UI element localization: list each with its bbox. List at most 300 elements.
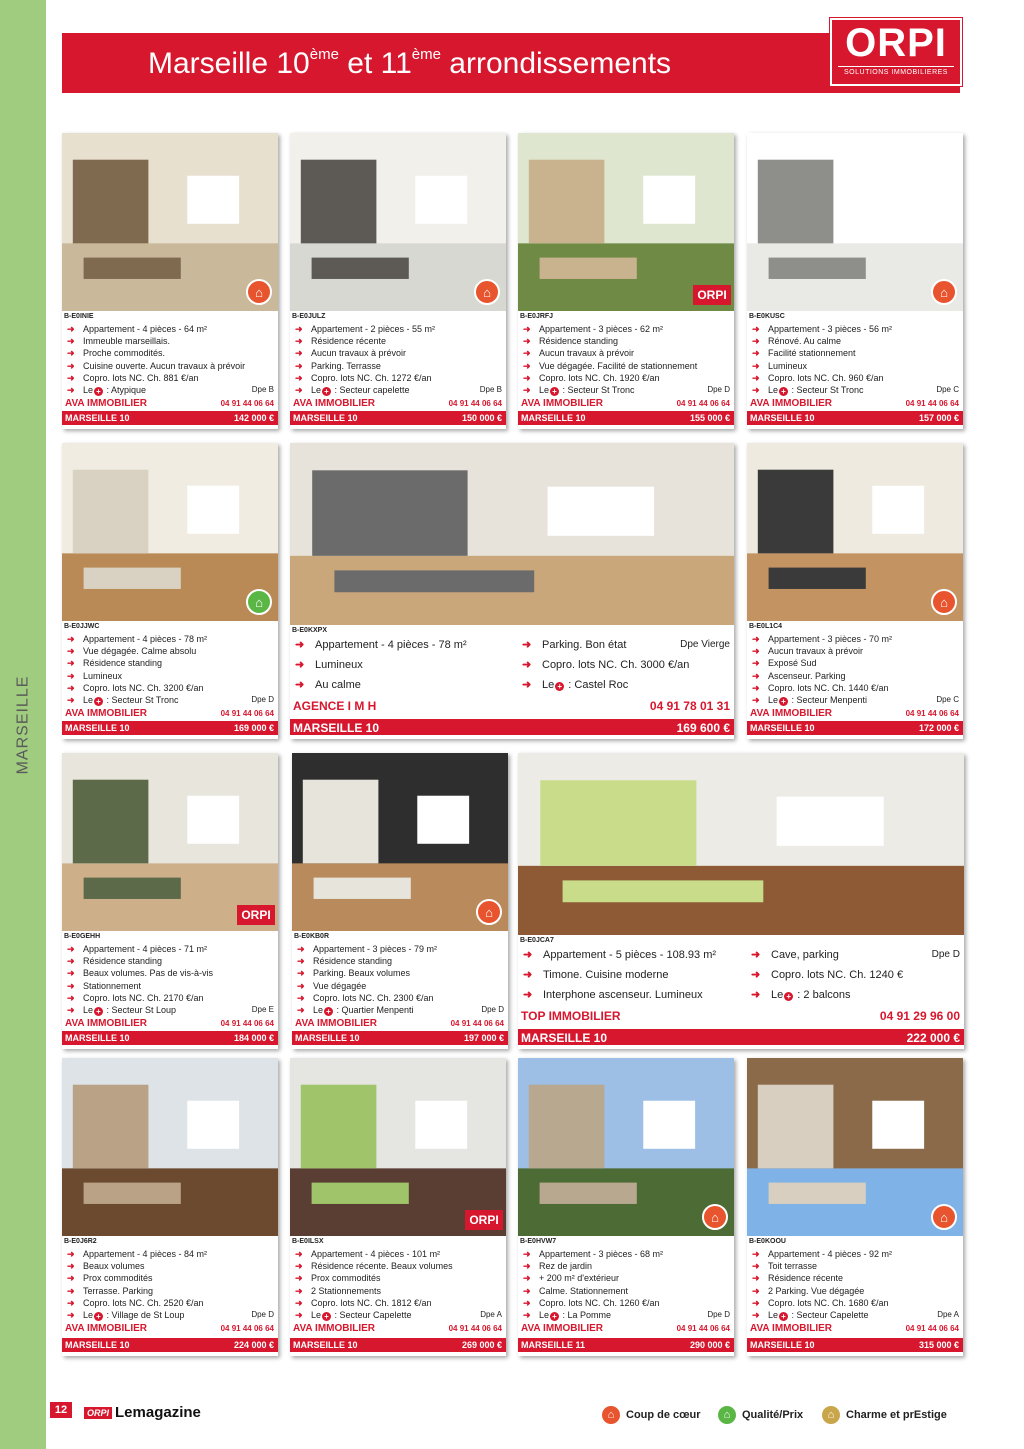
feature-line: ➜ Appartement - 3 pièces - 79 m²: [297, 944, 438, 954]
feature-line: ➜ 2 Stationnements: [295, 1285, 382, 1296]
le-plus-line: ➜ Le + : Castel Roc: [520, 675, 689, 695]
agency-name[interactable]: AVA IMMOBILIER: [65, 1018, 148, 1030]
property-photo: [290, 133, 506, 311]
arrow-icon: ➜: [752, 1249, 760, 1259]
arrow-icon: ➜: [523, 1273, 531, 1284]
feature-line: ➜ Copro. lots NC. Ch. 1440 €/an: [752, 682, 889, 693]
orpi-logo: ORPI SOLUTIONS IMMOBILIERES: [830, 18, 962, 86]
agency-phone[interactable]: 04 91 44 06 64: [220, 709, 274, 719]
legend-coup-de-coeur: ⌂ Coup de cœur: [600, 1404, 701, 1426]
listing-ref: B-E0JJWC: [64, 623, 100, 630]
arrow-icon: ➜: [295, 1285, 303, 1296]
arrow-icon: ➜: [295, 1273, 303, 1284]
listing-ref: B-E0GEHH: [64, 933, 101, 940]
feature-list: [521, 1248, 663, 1321]
feature-line: ➜ Proche commodités.: [67, 348, 166, 359]
arrow-icon: ➜: [752, 1273, 760, 1284]
feature-line: ➜ Toit terrasse: [752, 1261, 818, 1272]
plus-icon: +: [322, 1312, 331, 1321]
arrow-icon: ➜: [67, 372, 75, 383]
feature-line: ➜ Beaux volumes. Pas de vis-à-vis: [67, 968, 214, 979]
feature-line: ➜ Appartement - 5 pièces - 108.93 m²: [521, 945, 716, 965]
arrow-icon: ➜: [67, 336, 75, 347]
feature-line: ➜ Appartement - 3 pièces - 62 m²: [523, 324, 664, 334]
feature-line: ➜ Copro. lots NC. Ch. 3200 €/an: [67, 682, 204, 693]
price-label: 224 000 €: [233, 1340, 274, 1350]
arrow-icon: ➜: [67, 980, 75, 991]
dpe-rating: Dpe C: [936, 385, 959, 394]
feature-list: [521, 323, 697, 396]
arrow-icon: ➜: [752, 1297, 760, 1308]
le-plus-line: ➜ Le + : Secteur Capelette: [295, 1310, 412, 1322]
arrow-icon: ➜: [67, 634, 75, 644]
feature-line: ➜ Copro. lots NC. Ch. 3000 €/an: [520, 655, 689, 675]
arrow-icon: ➜: [295, 679, 305, 691]
arrow-icon: ➜: [67, 992, 75, 1003]
agency-phone[interactable]: 04 91 44 06 64: [220, 1324, 274, 1334]
feature-line: ➜ Appartement - 4 pièces - 101 m²: [295, 1249, 441, 1259]
city-label: MARSEILLE 10: [65, 723, 130, 733]
quality-house-icon: ⌂: [246, 589, 272, 615]
price-label: 290 000 €: [689, 1340, 730, 1350]
listing-card[interactable]: [290, 133, 506, 429]
feature-line: ➜ Copro. lots NC. Ch. 1240 €: [749, 965, 903, 985]
price-label: 222 000 €: [906, 1031, 960, 1045]
arrow-icon: ➜: [297, 1005, 305, 1016]
agency-name[interactable]: AVA IMMOBILIER: [750, 708, 833, 720]
feature-line: ➜ Résidence récente. Beaux volumes: [295, 1261, 453, 1272]
plus-icon: +: [784, 992, 793, 1001]
arrow-icon: ➜: [67, 1249, 75, 1259]
price-bar: [290, 1338, 506, 1352]
feature-line: ➜ Cave, parking: [749, 945, 903, 965]
arrow-icon: ➜: [523, 324, 531, 334]
dpe-rating: Dpe C: [936, 695, 959, 704]
city-label: MARSEILLE 11: [521, 1340, 586, 1350]
arrow-icon: ➜: [523, 336, 531, 347]
feature-line: ➜ Beaux volumes: [67, 1261, 145, 1272]
listing-card[interactable]: [518, 133, 734, 429]
listing-card[interactable]: [62, 1058, 278, 1356]
feature-line: ➜ Parking. Bon état: [520, 635, 689, 655]
arrow-icon: ➜: [67, 1285, 75, 1296]
feature-line: ➜ Résidence standing: [297, 956, 393, 967]
feature-line: ➜ Vue dégagée: [297, 980, 367, 991]
listing-photo[interactable]: [518, 753, 964, 935]
arrow-icon: ➜: [752, 385, 760, 396]
city-label: MARSEILLE 10: [293, 721, 380, 735]
feature-line: ➜ Exposé Sud: [752, 658, 817, 669]
orpi-watermark-icon: ORPI: [237, 905, 275, 925]
heart-house-icon: ⌂: [931, 279, 957, 305]
feature-line: ➜ Copro. lots NC. Ch. 960 €/an: [752, 372, 884, 383]
feature-list: [295, 943, 437, 1016]
le-plus-line: ➜ Le + : Village de St Loup: [67, 1310, 185, 1322]
feature-list: [293, 1248, 453, 1321]
arrow-icon: ➜: [67, 968, 75, 979]
price-label: 184 000 €: [233, 1033, 274, 1043]
listing-card[interactable]: [62, 443, 278, 739]
feature-line: ➜ Résidence standing: [67, 658, 163, 669]
arrow-icon: ➜: [523, 1285, 531, 1296]
price-label: 197 000 €: [463, 1033, 504, 1043]
arrow-icon: ➜: [295, 324, 303, 334]
property-photo: [292, 753, 508, 931]
arrow-icon: ➜: [523, 372, 531, 383]
city-label: MARSEILLE 10: [521, 1031, 608, 1045]
listing-ref: B-E0J6R2: [64, 1238, 97, 1245]
agency-phone[interactable]: 04 91 44 06 64: [448, 399, 502, 409]
price-label: 157 000 €: [918, 413, 959, 423]
feature-list-right: [749, 945, 903, 1005]
price-bar: [62, 1031, 278, 1045]
listing-card[interactable]: [747, 1058, 963, 1356]
plus-icon: +: [322, 387, 331, 396]
arrow-icon: ➜: [752, 682, 760, 693]
feature-line: ➜ Aucun travaux à prévoir: [752, 646, 864, 657]
le-plus-line: ➜ Le + : Secteur St Tronc: [752, 385, 864, 397]
price-label: 172 000 €: [918, 723, 959, 733]
arrow-icon: ➜: [752, 1261, 760, 1272]
price-label: 169 600 €: [676, 721, 730, 735]
listing-card[interactable]: [747, 133, 963, 429]
agency-phone[interactable]: 04 91 44 06 64: [905, 399, 959, 409]
arrow-icon: ➜: [752, 658, 760, 669]
plus-icon: +: [94, 1007, 103, 1016]
agency-name[interactable]: AVA IMMOBILIER: [65, 708, 148, 720]
arrow-icon: ➜: [523, 1310, 531, 1321]
arrow-icon: ➜: [523, 385, 531, 396]
listing-photo[interactable]: [292, 753, 508, 931]
agency-name[interactable]: AGENCE I M H: [293, 699, 377, 713]
feature-line: ➜ Vue dégagée. Calme absolu: [67, 646, 197, 657]
section-label: MARSEILLE: [14, 675, 31, 775]
arrow-icon: ➜: [295, 659, 305, 671]
arrow-icon: ➜: [751, 989, 761, 1001]
arrow-icon: ➜: [297, 992, 305, 1003]
arrow-icon: ➜: [67, 682, 75, 693]
heart-house-icon: ⌂: [476, 899, 502, 925]
plus-icon: +: [779, 387, 788, 396]
price-label: 142 000 €: [233, 413, 274, 423]
le-plus-line: ➜ Le + : Atypique: [67, 385, 147, 397]
listing-ref: B-E0KUSC: [749, 313, 785, 320]
arrow-icon: ➜: [67, 1273, 75, 1284]
feature-line: ➜ Appartement - 4 pièces - 92 m²: [752, 1249, 893, 1259]
arrow-icon: ➜: [752, 646, 760, 657]
feature-list-left: [521, 945, 716, 1005]
listing-card[interactable]: [62, 133, 278, 429]
plus-icon: +: [779, 1312, 788, 1321]
listing-ref: B-E0KOOU: [749, 1238, 786, 1245]
arrow-icon: ➜: [752, 695, 760, 706]
listing-photo[interactable]: [747, 1058, 963, 1236]
le-plus-line: ➜ Le + : La Pomme: [523, 1310, 612, 1322]
feature-line: ➜ Stationnement: [67, 980, 142, 991]
arrow-icon: ➜: [523, 949, 533, 961]
dpe-rating: Dpe D: [251, 695, 274, 704]
arrow-icon: ➜: [67, 1297, 75, 1308]
arrow-icon: ➜: [752, 324, 760, 334]
listing-ref: B-E0KXPX: [292, 627, 328, 634]
heart-house-icon: ⌂: [246, 279, 272, 305]
arrow-icon: ➜: [523, 989, 533, 1001]
plus-icon: +: [550, 387, 559, 396]
feature-list: [65, 633, 207, 706]
agency-name[interactable]: AVA IMMOBILIER: [293, 398, 376, 410]
agency-phone[interactable]: 04 91 44 06 64: [448, 1324, 502, 1334]
feature-line: ➜ Rénové. Au calme: [752, 336, 842, 347]
feature-line: ➜ Résidence récente: [752, 1273, 844, 1284]
listing-card[interactable]: [290, 1058, 506, 1356]
magazine-brand: ORPI Lemagazine: [84, 1404, 201, 1421]
agency-name[interactable]: AVA IMMOBILIER: [293, 1323, 376, 1335]
agency-name[interactable]: AVA IMMOBILIER: [521, 398, 604, 410]
listing-ref: B-E0HVW7: [520, 1238, 557, 1245]
price-label: 155 000 €: [689, 413, 730, 423]
dpe-rating: Dpe A: [480, 1310, 502, 1319]
listing-photo[interactable]: [62, 443, 278, 621]
listing-photo[interactable]: [62, 133, 278, 311]
feature-list: [65, 323, 245, 396]
agency-phone[interactable]: 04 91 44 06 64: [905, 1324, 959, 1334]
arrow-icon: ➜: [523, 1261, 531, 1272]
agency-name[interactable]: AVA IMMOBILIER: [65, 398, 148, 410]
agency-name[interactable]: TOP IMMOBILIER: [521, 1009, 621, 1023]
arrow-icon: ➜: [67, 1005, 75, 1016]
le-plus-line: ➜ Le + : Secteur St Tronc: [67, 695, 179, 707]
city-label: MARSEILLE 10: [293, 413, 358, 423]
city-label: MARSEILLE 10: [750, 413, 815, 423]
feature-list: [65, 943, 213, 1016]
listing-card[interactable]: [292, 753, 508, 1049]
feature-line: ➜ Copro. lots NC. Ch. 1680 €/an: [752, 1297, 889, 1308]
feature-line: ➜ Copro. lots NC. Ch. 1920 €/an: [523, 372, 660, 383]
agency-phone[interactable]: 04 91 44 06 64: [676, 1324, 730, 1334]
property-photo: [62, 1058, 278, 1236]
feature-line: ➜ Facilité stationnement: [752, 348, 856, 359]
price-bar: [62, 721, 278, 735]
feature-line: ➜ Cuisine ouverte. Aucun travaux à prévoir: [67, 360, 246, 371]
property-photo: [747, 133, 963, 311]
price-label: 150 000 €: [461, 413, 502, 423]
property-photo: [747, 1058, 963, 1236]
agency-name[interactable]: AVA IMMOBILIER: [295, 1018, 378, 1030]
agency-phone[interactable]: 04 91 44 06 64: [220, 399, 274, 409]
price-bar: [290, 411, 506, 425]
listing-ref: B-E0JCA7: [520, 937, 554, 944]
arrow-icon: ➜: [297, 944, 305, 954]
arrow-icon: ➜: [523, 969, 533, 981]
arrow-icon: ➜: [295, 360, 303, 371]
arrow-icon: ➜: [295, 1249, 303, 1259]
arrow-icon: ➜: [751, 949, 761, 961]
listing-ref: B-E0KB0R: [294, 933, 330, 940]
dpe-rating: Dpe D: [251, 1310, 274, 1319]
dpe-rating: Dpe D: [931, 949, 960, 960]
arrow-icon: ➜: [523, 1249, 531, 1259]
dpe-rating: Dpe D: [481, 1005, 504, 1014]
price-bar: [518, 1029, 964, 1045]
arrow-icon: ➜: [752, 360, 760, 371]
feature-line: ➜ Au calme: [293, 675, 467, 695]
feature-line: ➜ Copro. lots NC. Ch. 2300 €/an: [297, 992, 434, 1003]
city-label: MARSEILLE 10: [65, 413, 130, 423]
arrow-icon: ➜: [523, 348, 531, 359]
arrow-icon: ➜: [67, 944, 75, 954]
listing-photo[interactable]: [747, 443, 963, 621]
property-photo: [747, 443, 963, 621]
property-photo: [62, 133, 278, 311]
feature-line: ➜ Appartement - 3 pièces - 68 m²: [523, 1249, 664, 1259]
city-label: MARSEILLE 10: [521, 413, 586, 423]
listing-card[interactable]: [290, 443, 734, 739]
feature-line: ➜ Appartement - 2 pièces - 55 m²: [295, 324, 436, 334]
dpe-rating: Dpe B: [251, 385, 274, 394]
agency-phone[interactable]: 04 91 44 06 64: [905, 709, 959, 719]
price-label: 269 000 €: [461, 1340, 502, 1350]
agency-name[interactable]: AVA IMMOBILIER: [750, 1323, 833, 1335]
feature-line: ➜ + 200 m² d'extérieur: [523, 1273, 620, 1284]
quality-house-icon: ⌂: [716, 1404, 738, 1426]
arrow-icon: ➜: [67, 695, 75, 706]
page-title: Marseille 10ème et 11ème arrondissements: [148, 46, 672, 80]
feature-list: [293, 323, 435, 396]
arrow-icon: ➜: [752, 372, 760, 383]
feature-line: ➜ Parking. Beaux volumes: [297, 968, 411, 979]
agency-phone[interactable]: 04 91 44 06 64: [220, 1019, 274, 1029]
arrow-icon: ➜: [67, 1310, 75, 1321]
listing-ref: B-E0JRFJ: [520, 313, 554, 320]
arrow-icon: ➜: [295, 1297, 303, 1308]
arrow-icon: ➜: [295, 1310, 303, 1321]
listing-photo[interactable]: [290, 443, 734, 625]
property-photo: [62, 443, 278, 621]
arrow-icon: ➜: [752, 348, 760, 359]
agency-name[interactable]: AVA IMMOBILIER: [521, 1323, 604, 1335]
feature-line: ➜ Parking. Terrasse: [295, 360, 381, 371]
arrow-icon: ➜: [751, 969, 761, 981]
feature-line: ➜ Ascenseur. Parking: [752, 670, 846, 681]
city-label: MARSEILLE 10: [293, 1340, 358, 1350]
feature-line: ➜ Vue dégagée. Facilité de stationnement: [523, 360, 698, 371]
agency-phone[interactable]: 04 91 78 01 31: [649, 699, 730, 713]
arrow-icon: ➜: [295, 1261, 303, 1272]
arrow-icon: ➜: [67, 956, 75, 967]
arrow-icon: ➜: [297, 968, 305, 979]
price-bar: [290, 719, 734, 735]
arrow-icon: ➜: [67, 324, 75, 334]
listing-photo[interactable]: [62, 1058, 278, 1236]
arrow-icon: ➜: [67, 670, 75, 681]
feature-line: ➜ Résidence récente: [295, 336, 387, 347]
feature-list: [750, 323, 892, 396]
le-plus-line: ➜ Le + : Secteur capelette: [295, 385, 410, 397]
le-plus-line: ➜ Le + : Secteur Capelette: [752, 1310, 869, 1322]
arrow-icon: ➜: [522, 639, 532, 651]
price-bar: [62, 411, 278, 425]
arrow-icon: ➜: [295, 336, 303, 347]
arrow-icon: ➜: [295, 639, 305, 651]
feature-line: ➜ Lumineux: [752, 360, 808, 371]
legend-qualite-prix: ⌂ Qualité/Prix: [716, 1404, 803, 1426]
le-plus-line: ➜ Le + : 2 balcons: [749, 985, 903, 1005]
feature-line: ➜ Copro. lots NC. Ch. 1812 €/an: [295, 1297, 432, 1308]
feature-line: ➜ Timone. Cuisine moderne: [521, 965, 716, 985]
feature-line: ➜ Lumineux: [293, 655, 467, 675]
city-label: MARSEILLE 10: [295, 1033, 360, 1043]
listing-card[interactable]: [62, 753, 278, 1049]
agency-phone[interactable]: 04 91 29 96 00: [879, 1009, 960, 1023]
feature-list: [750, 633, 892, 706]
feature-line: ➜ Aucun travaux à prévoir: [523, 348, 635, 359]
price-bar: [62, 1338, 278, 1352]
feature-line: ➜ Lumineux: [67, 670, 123, 681]
city-label: MARSEILLE 10: [750, 1340, 815, 1350]
price-bar: [292, 1031, 508, 1045]
feature-line: ➜ Résidence standing: [523, 336, 619, 347]
arrow-icon: ➜: [67, 385, 75, 396]
listing-photo[interactable]: [290, 133, 506, 311]
feature-line: ➜ Interphone ascenseur. Lumineux: [521, 985, 716, 1005]
listing-ref: B-E0JULZ: [292, 313, 326, 320]
feature-line: ➜ Appartement - 4 pièces - 71 m²: [67, 944, 208, 954]
feature-line: ➜ Copro. lots NC. Ch. 1272 €/an: [295, 372, 432, 383]
property-photo: [290, 443, 734, 625]
listing-ref: B-E0INIE: [64, 313, 94, 320]
feature-line: ➜ Copro. lots NC. Ch. 881 €/an: [67, 372, 199, 383]
listing-card[interactable]: [747, 443, 963, 739]
feature-line: ➜ Appartement - 3 pièces - 70 m²: [752, 634, 893, 644]
arrow-icon: ➜: [522, 679, 532, 691]
listing-ref: B-E0L1C4: [749, 623, 783, 630]
feature-line: ➜ Rez de jardin: [523, 1261, 593, 1272]
price-bar: [518, 411, 734, 425]
plus-icon: +: [94, 387, 103, 396]
arrow-icon: ➜: [523, 1297, 531, 1308]
feature-line: ➜ Prox commodités: [67, 1273, 153, 1284]
price-label: 315 000 €: [918, 1340, 959, 1350]
dpe-rating: Dpe D: [707, 385, 730, 394]
plus-icon: +: [550, 1312, 559, 1321]
feature-line: ➜ Appartement - 4 pièces - 64 m²: [67, 324, 208, 334]
feature-line: ➜ Prox commodités: [295, 1273, 381, 1284]
le-plus-line: ➜ Le + : Secteur St Loup: [67, 1005, 177, 1017]
dpe-rating: Dpe B: [479, 385, 502, 394]
plus-icon: +: [94, 1312, 103, 1321]
dpe-rating: Dpe Vierge: [680, 639, 730, 650]
agency-phone[interactable]: 04 91 44 06 64: [676, 399, 730, 409]
agency-name[interactable]: AVA IMMOBILIER: [750, 398, 833, 410]
heart-house-icon: ⌂: [931, 1204, 957, 1230]
dpe-rating: Dpe D: [707, 1310, 730, 1319]
agency-name[interactable]: AVA IMMOBILIER: [65, 1323, 148, 1335]
price-bar: [747, 411, 963, 425]
agency-phone[interactable]: 04 91 44 06 64: [450, 1019, 504, 1029]
arrow-icon: ➜: [522, 659, 532, 671]
heart-house-icon: ⌂: [600, 1404, 622, 1426]
listing-photo[interactable]: [747, 133, 963, 311]
listing-card[interactable]: [518, 1058, 734, 1356]
arrow-icon: ➜: [297, 980, 305, 991]
feature-list-right: [520, 635, 689, 695]
orpi-watermark-icon: ORPI: [465, 1210, 503, 1230]
arrow-icon: ➜: [67, 360, 75, 371]
listing-card[interactable]: [518, 753, 964, 1049]
listing-photo[interactable]: [518, 1058, 734, 1236]
arrow-icon: ➜: [523, 360, 531, 371]
feature-line: ➜ Aucun travaux à prévoir: [295, 348, 407, 359]
